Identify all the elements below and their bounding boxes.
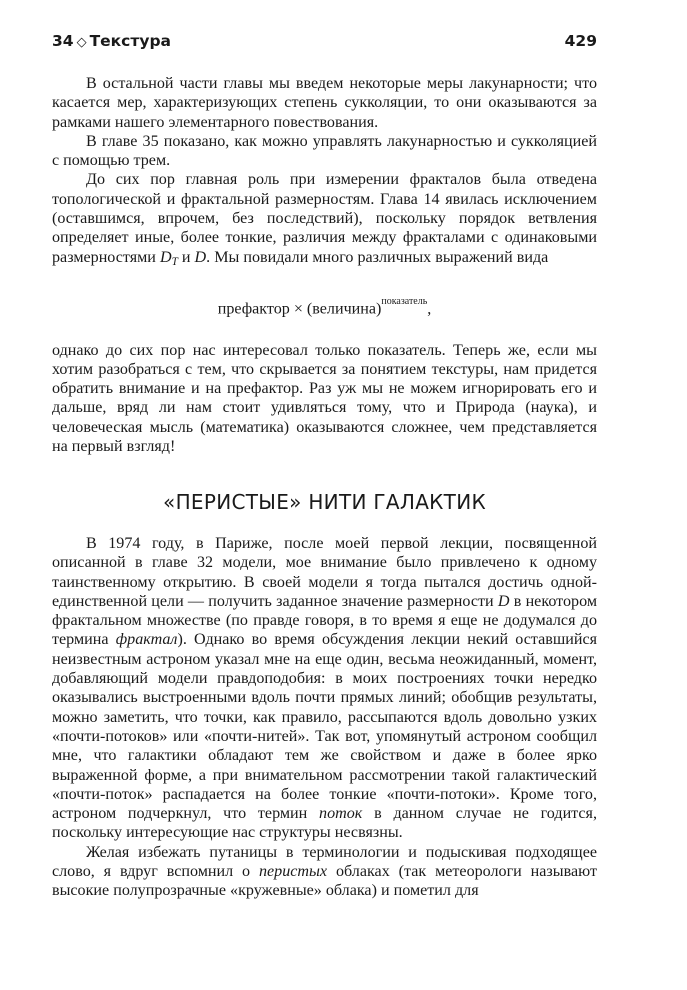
paragraph: Желая избежать путаницы в терминологии и подыскивая подходящее слово, я вдруг вспомнил о перистых облаках (так метеорологи называют высокие полупрозрачные «кружевные» облака) и пометил для (52, 843, 597, 900)
paragraph: В 1974 году, в Париже, после моей первой лекции, посвященной описанной в главе 32 модели, мое внимание было привлечено к одному таинственному открытию. В своей модели я тогда пытался достичь одной-единственной цели — получить заданное значение размерности D в некотором фрактальном множестве (по правде говоря, в то время я еще не додумался до термина фрактал). Однако во время обсуждения лекции некий оставшийся неизвестным астроном указал мне на еще один, весьма неожиданный, момент, добавляющий модели правдоподобия: в моих построениях точки нередко оказывались выстроенными вдоль почти прямых линий; обобщив результаты, можно заметить, что точки, как правило, рассыпаются вдоль довольно узких «почти-потоков» или «почти-нитей». Так вот, упомянутый астроном сообщил мне, что галактики обладают тем же свойством и даже в более ярко выраженной форме, а при внимательном рассмотрении такой галактический «почти-поток» распадается на более тонкие «почти-потоки». Кроме того, астроном подчеркнул, что термин поток в данном случае не годится, поскольку интересующие нас структуры несвязны. (52, 535, 598, 842)
page-number: 429 (564, 32, 597, 50)
paragraph: В остальной части главы мы введем некоторые меры лакунарности; что касается мер, характеризующих степень сукколяции, то они оказываются за рамками нашего элементарного повествования. (52, 75, 597, 131)
diamond-icon: ◇ (76, 35, 87, 50)
paragraph: До сих пор главная роль при измерении фракталов была отведена топологической и фрактальной размерностям. Глава 14 явилась исключением (оставшимся, впрочем, без последствий), поскольку порядок ветвления определяет иные, более тонкие, различия между фракталами с одинаковыми размерностями $D_T$ и D. Мы повидали много различных выражений вида (52, 171, 597, 268)
math-d: D (194, 248, 207, 266)
chapter-number: 34 (52, 32, 74, 50)
paragraph: однако до сих пор нас интересовал только показатель. Теперь же, если мы хотим разобраться с тем, что скрывается за понятием текстуры, нам придется обратить внимание и на префактор. Раз уж мы не можем игнорировать его и дальше, вряд ли нам стоит удивляться тому, что и Природа (наука), и человеческая мысль (математика) оказываются сложнее, чем представляется на первый взгляд! (52, 341, 597, 456)
paragraph: В главе 35 показано, как можно управлять лакунарностью и сукколяцией с помощью трем. (52, 132, 597, 170)
section-heading: «ПЕРИСТЫЕ» НИТИ ГАЛАКТИК (163, 490, 486, 514)
intro-text (52, 74, 597, 456)
formula: префактор × (величина)$^{показатель}$, (217, 295, 432, 318)
math-dt: $D_T$ (159, 248, 178, 268)
running-head (52, 32, 171, 50)
chapter-title: Текстура (89, 32, 172, 50)
page-header (52, 32, 597, 56)
section-text (52, 534, 597, 901)
